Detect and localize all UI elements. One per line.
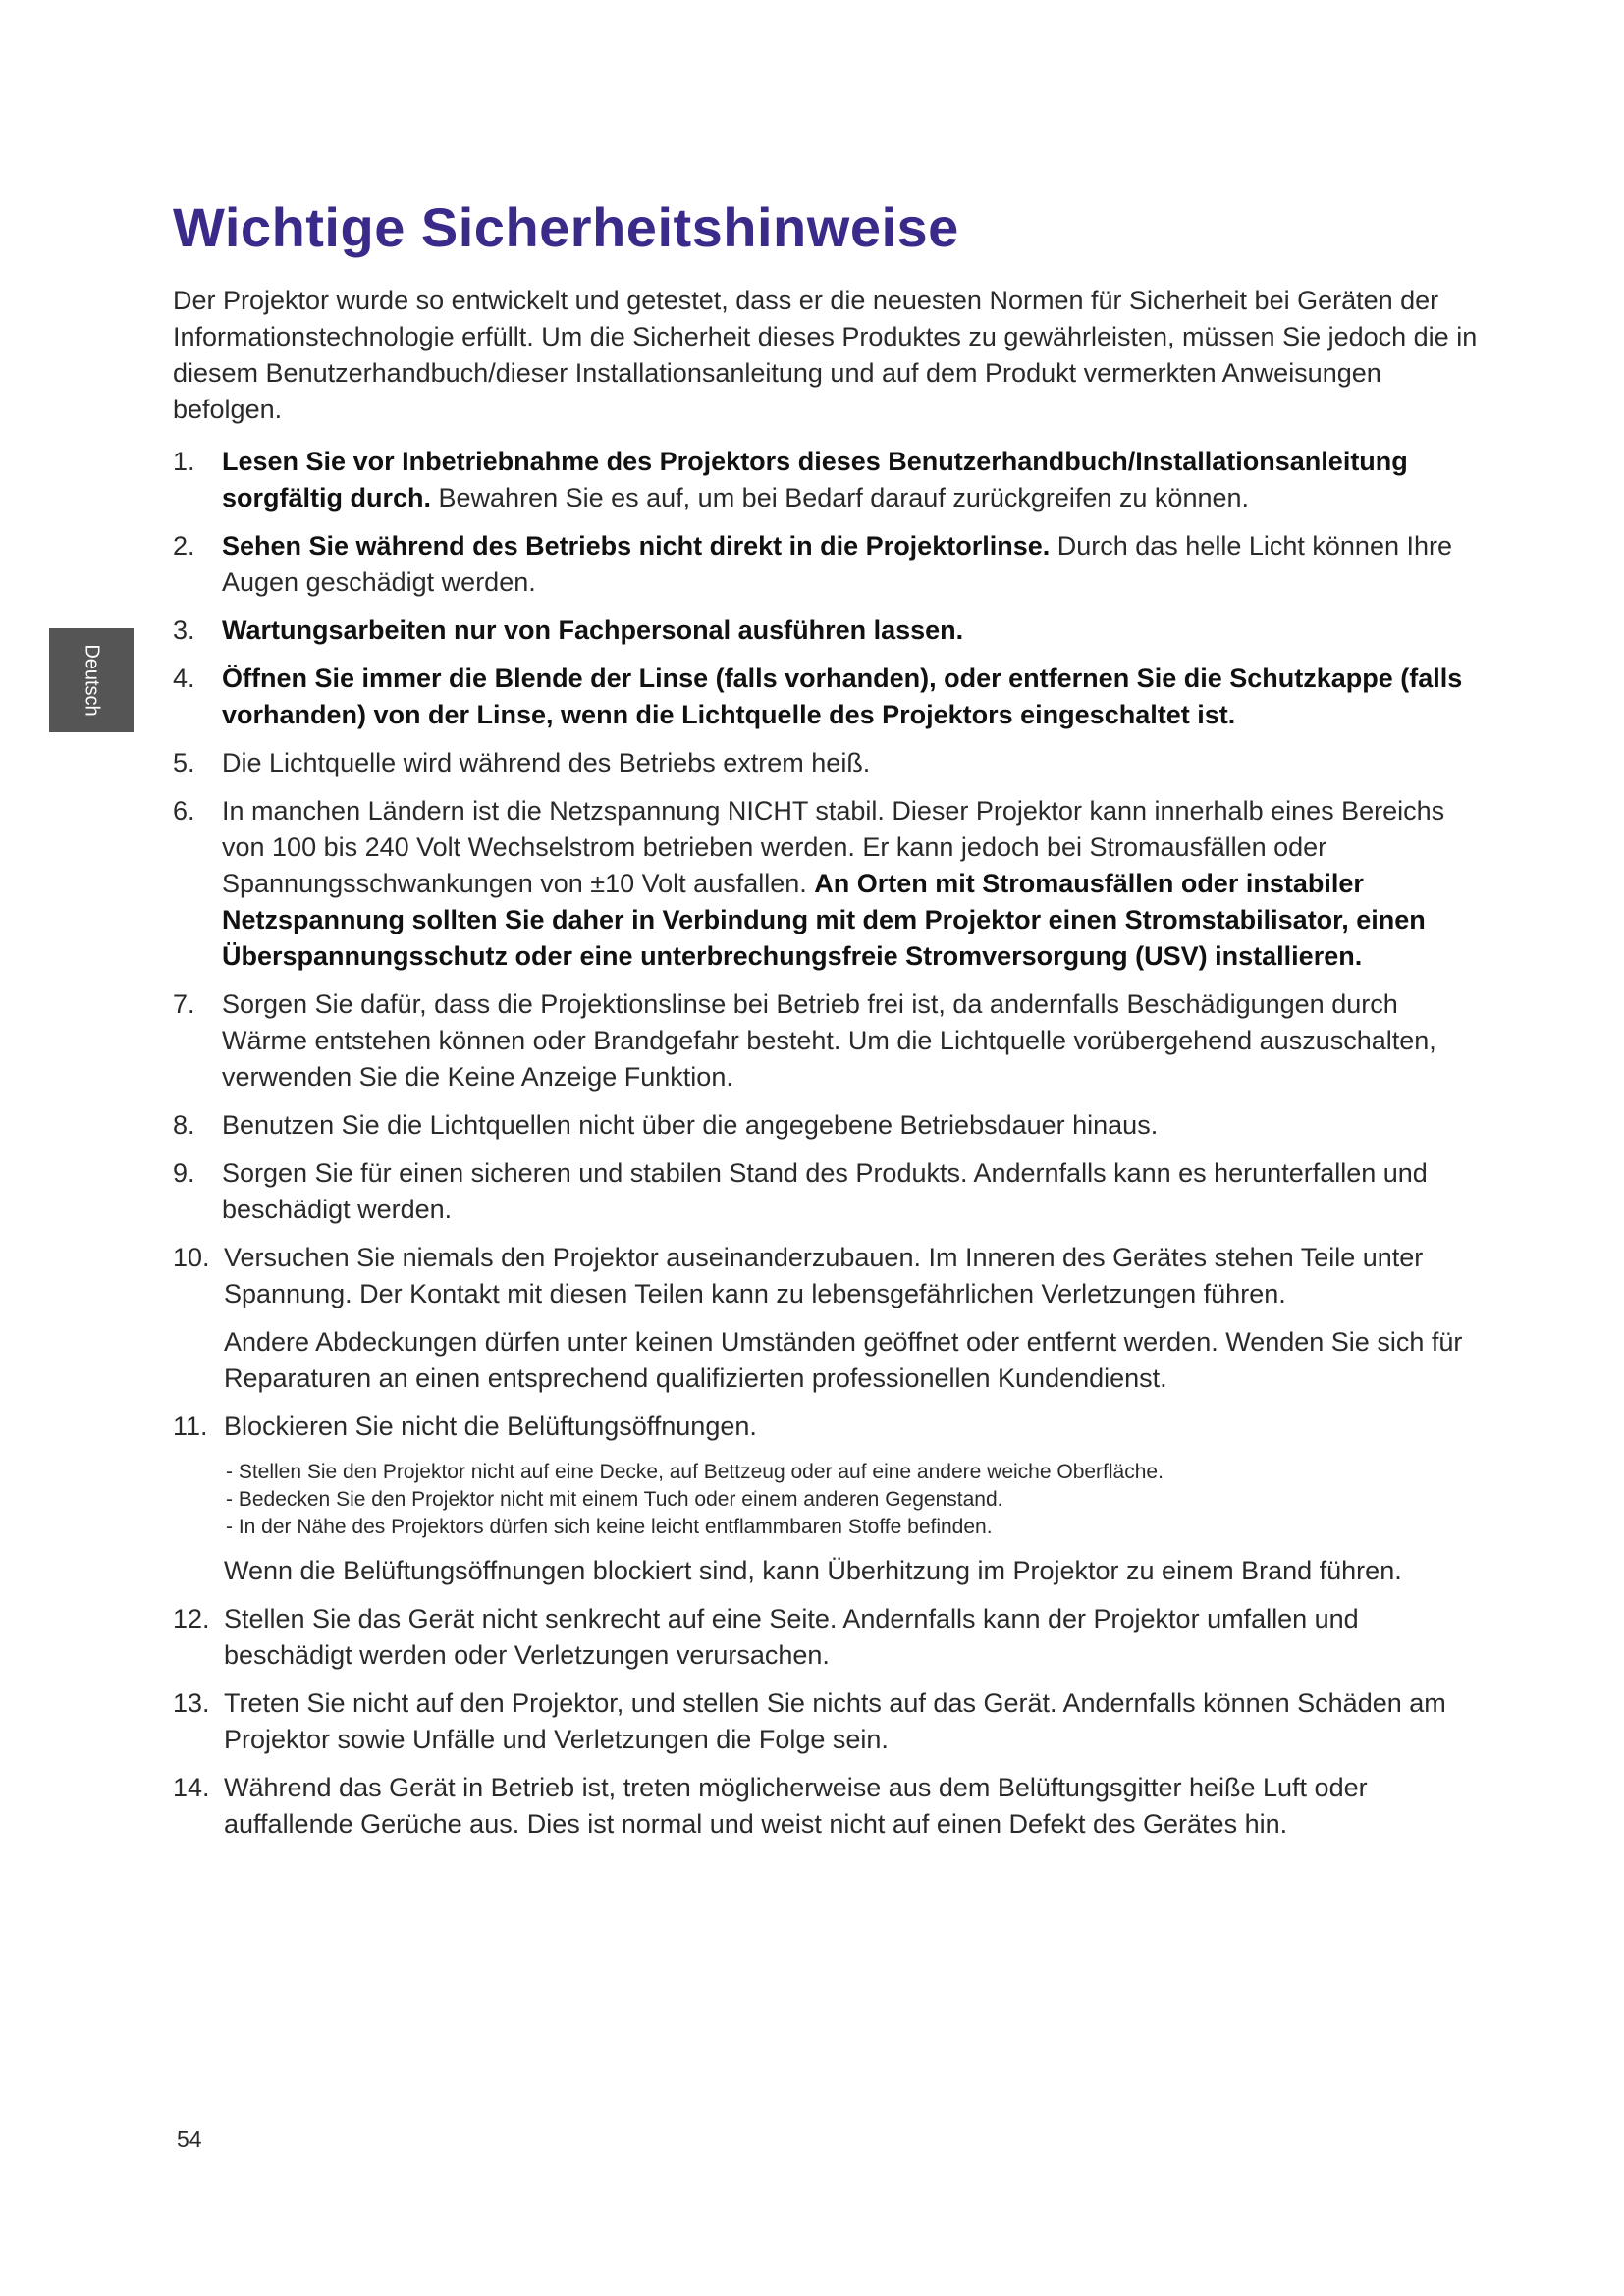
item-text: Sorgen Sie dafür, dass die Projektionslinse bei Betrieb frei ist, da andernfalls Beschädigungen durch Wärme entstehen können oder Brandgefahr besteht. Um die Lichtquelle vorübergehend auszuschalten, verwenden Sie die Keine Anzeige Funktion.	[222, 989, 1436, 1092]
item-text: Bewahren Sie es auf, um bei Bedarf darauf zurückgreifen zu können.	[431, 483, 1250, 512]
list-item	[173, 745, 1489, 781]
safety-list	[173, 444, 1489, 1854]
item-bold-text: Öffnen Sie immer die Blende der Linse (falls vorhanden), oder entfernen Sie die Schutzkappe (falls vorhanden) von der Linse, wenn die Lichtquelle des Projektors eingeschaltet ist.	[222, 664, 1463, 729]
item-bold-text: Lesen Sie vor Inbetriebnahme des Projektors dieses Benutzerhandbuch/Installationsanleitung sorgfältig durch.	[222, 447, 1408, 512]
list-item	[173, 1107, 1489, 1144]
item-text: Versuchen Sie niemals den Projektor auseinanderzubauen. Im Inneren des Gerätes stehen Teile unter Spannung. Der Kontakt mit diesen Teilen kann zu lebensgefährlichen Verletzungen führen.	[224, 1243, 1424, 1308]
list-item	[173, 528, 1489, 601]
item-text: Treten Sie nicht auf den Projektor, und stellen Sie nichts auf das Gerät. Andernfalls können Schäden am Projektor sowie Unfälle und Verletzungen die Folge sein.	[224, 1688, 1446, 1754]
bullet-item: - Stellen Sie den Projektor nicht auf eine Decke, auf Bettzeug oder auf eine andere weiche Oberfläche.	[226, 1461, 1164, 1483]
item-number: 11.	[173, 1412, 208, 1441]
list-item	[173, 1601, 1489, 1674]
item-number: 8.	[173, 1110, 195, 1140]
list-item	[173, 1770, 1489, 1842]
item-text: Stellen Sie das Gerät nicht senkrecht auf eine Seite. Andernfalls kann der Projektor umfallen und beschädigt werden oder Verletzungen verursachen.	[224, 1604, 1359, 1670]
list-item	[173, 661, 1489, 733]
item-number: 9.	[173, 1158, 195, 1188]
list-item	[173, 987, 1489, 1095]
item-text: Durch das helle Licht können Ihre Augen geschädigt werden.	[222, 531, 1452, 597]
item-bold-text: Sehen Sie während des Betriebs nicht direkt in die Projektorlinse.	[222, 531, 1051, 561]
item-number: 5.	[173, 748, 195, 777]
bullet-list	[226, 1459, 1489, 1541]
bullet-item: - In der Nähe des Projektors dürfen sich keine leicht entflammbaren Stoffe befinden.	[226, 1516, 993, 1538]
list-item	[173, 1409, 1489, 1589]
list-item	[173, 1685, 1489, 1758]
item-text: Während das Gerät in Betrieb ist, treten möglicherweise aus dem Belüftungsgitter heiße Luft oder auffallende Gerüche aus. Dies ist normal und weist nicht auf einen Defekt des Gerätes hin.	[224, 1773, 1368, 1839]
bullet-item: - Bedecken Sie den Projektor nicht mit einem Tuch oder einem anderen Gegenstand.	[226, 1488, 1003, 1511]
item-number: 3.	[173, 615, 195, 645]
item-number: 13.	[173, 1688, 210, 1718]
language-side-tab	[49, 628, 134, 732]
item-number: 10.	[173, 1243, 210, 1272]
item-number: 1.	[173, 447, 195, 476]
item-sub-paragraph: Andere Abdeckungen dürfen unter keinen Umständen geöffnet oder entfernt werden. Wenden Sie sich für Reparaturen an einen entsprechend qualifizierten professionellen Kundendienst.	[224, 1327, 1463, 1393]
list-item	[173, 793, 1489, 975]
item-number: 7.	[173, 989, 195, 1019]
list-item	[173, 1240, 1489, 1397]
item-text: Die Lichtquelle wird während des Betriebs extrem heiß.	[222, 748, 871, 777]
item-number: 12.	[173, 1604, 210, 1633]
list-item	[173, 613, 1489, 649]
item-number: 2.	[173, 531, 195, 561]
page-number: 54	[177, 2126, 202, 2152]
item-sub-paragraph: Wenn die Belüftungsöffnungen blockiert sind, kann Überhitzung im Projektor zu einem Brand führen.	[224, 1556, 1402, 1585]
item-number: 4.	[173, 664, 195, 693]
item-bold-text: An Orten mit Stromausfällen oder instabiler Netzspannung sollten Sie daher in Verbindung mit dem Projektor einen Stromstabilisator, einen Überspannungsschutz oder eine unterbrechungsfreie Stromversorgung (USV) installieren.	[222, 869, 1426, 971]
item-bold-text: Wartungsarbeiten nur von Fachpersonal ausführen lassen.	[222, 615, 964, 645]
item-number: 6.	[173, 796, 195, 826]
item-text: Blockieren Sie nicht die Belüftungsöffnungen.	[224, 1412, 757, 1441]
language-side-tab-label: Deutsch	[81, 644, 103, 717]
page-title: Wichtige Sicherheitshinweise	[173, 196, 959, 258]
item-text: In manchen Ländern ist die Netzspannung NICHT stabil. Dieser Projektor kann innerhalb eines Bereichs von 100 bis 240 Volt Wechselstrom betrieben werden. Er kann jedoch bei Stromausfällen oder Spannungsschwankungen von ±10 Volt ausfallen.	[222, 796, 1445, 898]
item-number: 14.	[173, 1773, 210, 1802]
list-item	[173, 1155, 1489, 1228]
intro-paragraph: Der Projektor wurde so entwickelt und getestet, dass er die neuesten Normen für Sicherheit bei Geräten der Informationstechnologie erfüllt. Um die Sicherheit dieses Produktes zu gewährleisten, müssen Sie jedoch die in diesem Benutzerhandbuch/dieser Installationsanleitung und auf dem Produkt vermerkten Anweisungen befolgen.	[173, 286, 1478, 424]
item-text: Benutzen Sie die Lichtquellen nicht über die angegebene Betriebsdauer hinaus.	[222, 1110, 1159, 1140]
item-text: Sorgen Sie für einen sicheren und stabilen Stand des Produkts. Andernfalls kann es herunterfallen und beschädigt werden.	[222, 1158, 1428, 1224]
list-item	[173, 444, 1489, 516]
